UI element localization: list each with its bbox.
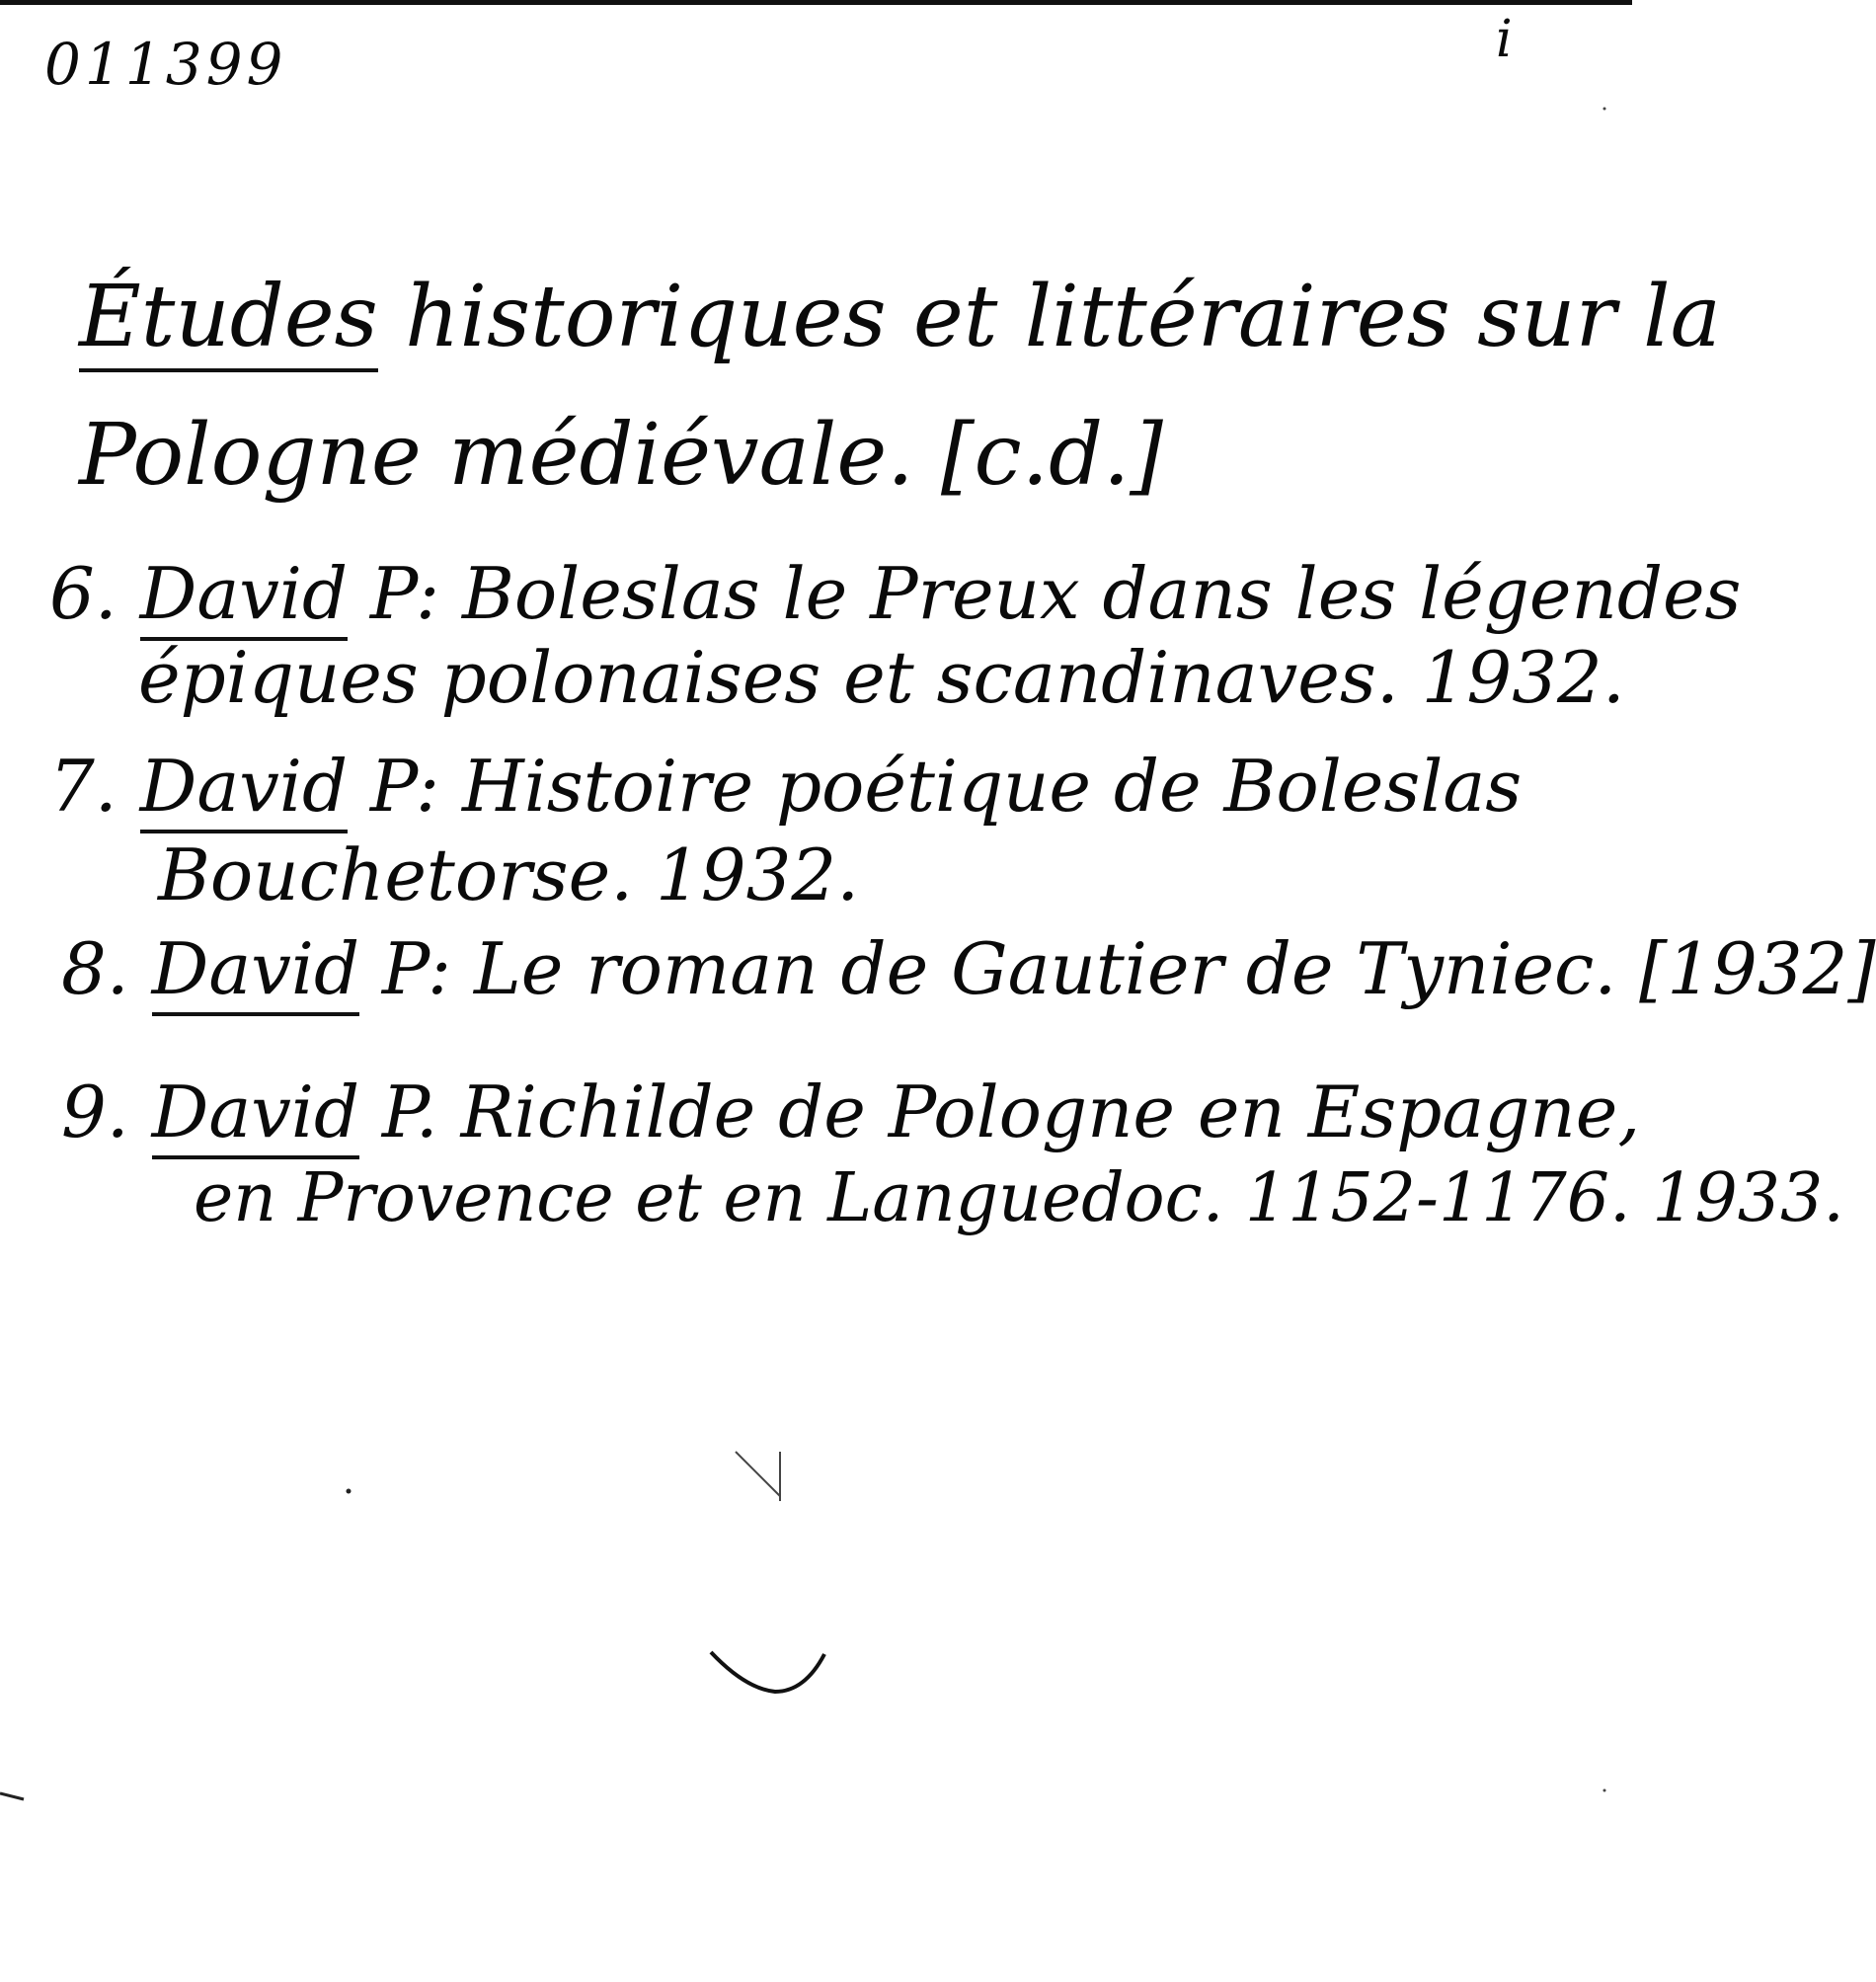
- title-line-2: Pologne médiévale. [c.d.]: [79, 406, 1163, 505]
- scan-mark-chevron: [731, 1447, 790, 1516]
- title-line-1-rest: historiques et littéraires sur la: [377, 268, 1721, 366]
- entry-number: 7.: [49, 745, 117, 828]
- entry-8-line-1: [61, 927, 1876, 1010]
- entry-title: P. Richilde de Pologne en Espagne,: [359, 1070, 1641, 1153]
- scan-mark-dot-small: [1600, 1785, 1609, 1795]
- title-line-1: [79, 268, 1721, 366]
- scan-mark-dot: [344, 1486, 353, 1496]
- entry-7-line-2: Bouchetorse. 1932.: [158, 833, 860, 916]
- entry-7-line-1: [49, 745, 1523, 828]
- scan-mark-dot-small: [1600, 104, 1609, 114]
- entry-number: 9.: [61, 1070, 129, 1153]
- page-mark: i: [1496, 10, 1513, 69]
- title-underlined-word: Études: [79, 268, 378, 372]
- entry-9-line-2: en Provence et en Languedoc. 1152-1176. 1933.: [194, 1159, 1844, 1237]
- scan-mark-curve: [706, 1644, 834, 1704]
- entry-author: David: [152, 1070, 359, 1159]
- entry-author: David: [152, 927, 359, 1016]
- entry-author: David: [140, 552, 348, 641]
- entry-number: 6.: [49, 552, 117, 635]
- top-edge-rule: [0, 0, 1632, 5]
- entry-title: P: Histoire poétique de Boleslas: [348, 745, 1523, 828]
- call-number: 011399: [44, 31, 287, 98]
- entry-title: P: Boleslas le Preux dans les légendes: [348, 552, 1742, 635]
- entry-title: P: Le roman de Gautier de Tyniec. [1932]: [359, 927, 1876, 1010]
- entry-9-line-1: [61, 1070, 1641, 1153]
- entry-author: David: [140, 745, 348, 833]
- entry-number: 8.: [61, 927, 129, 1010]
- entry-6-line-1: [49, 552, 1742, 635]
- scan-mark-dash: [0, 1785, 39, 1805]
- entry-6-line-2: épiques polonaises et scandinaves. 1932.: [138, 636, 1625, 719]
